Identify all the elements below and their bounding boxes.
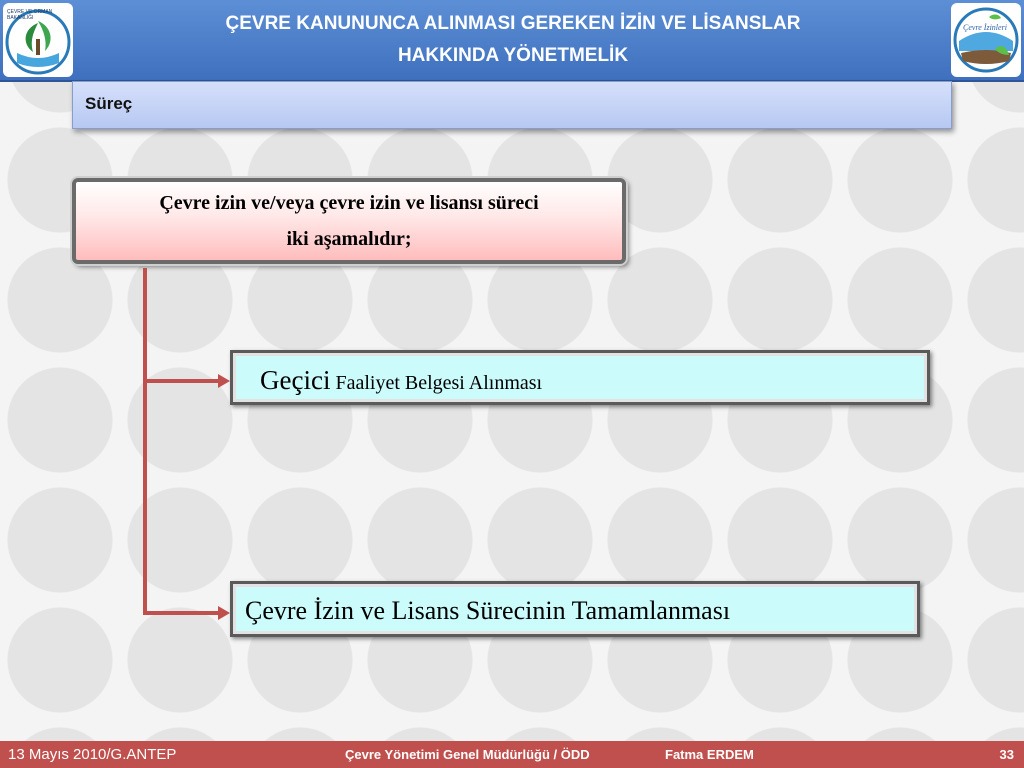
step-1-highlight: Geçici	[260, 365, 331, 395]
step-2-text: Çevre İzin ve Lisans Sürecinin Tamamlanması	[245, 596, 731, 625]
page-number: 33	[999, 747, 1014, 762]
step-permit-completion	[230, 581, 920, 637]
arrow-right-icon	[218, 606, 230, 620]
logo-text-2: BAKANLIĞI	[7, 15, 34, 21]
footer-organization: Çevre Yönetimi Genel Müdürlüğü / ÖDD	[345, 747, 590, 762]
connector-line	[145, 268, 218, 613]
step-1-text: Faaliyet Belgesi Alınması	[330, 372, 543, 394]
footer-date: 13 Mayıs 2010/G.ANTEP	[8, 746, 177, 763]
footer-author: Fatma ERDEM	[665, 747, 754, 762]
slide-footer	[0, 741, 1024, 768]
permits-logo-text: Çevre İzinleri	[963, 23, 1007, 32]
slide-title-line2: HAKKINDA YÖNETMELİK	[397, 45, 629, 66]
section-title: Süreç	[85, 94, 133, 113]
process-intro-line1: Çevre izin ve/veya çevre izin ve lisansı süreci	[159, 192, 539, 214]
slide-title-line1: ÇEVRE KANUNUNCA ALINMASI GEREKEN İZİN VE LİSANSLAR	[225, 13, 801, 34]
process-intro-line2: iki aşamalıdır;	[286, 228, 412, 250]
step-temporary-activity-certificate	[230, 350, 930, 405]
logo-text-1: ÇEVRE VE ORMAN	[7, 9, 53, 15]
arrow-right-icon	[218, 374, 230, 388]
